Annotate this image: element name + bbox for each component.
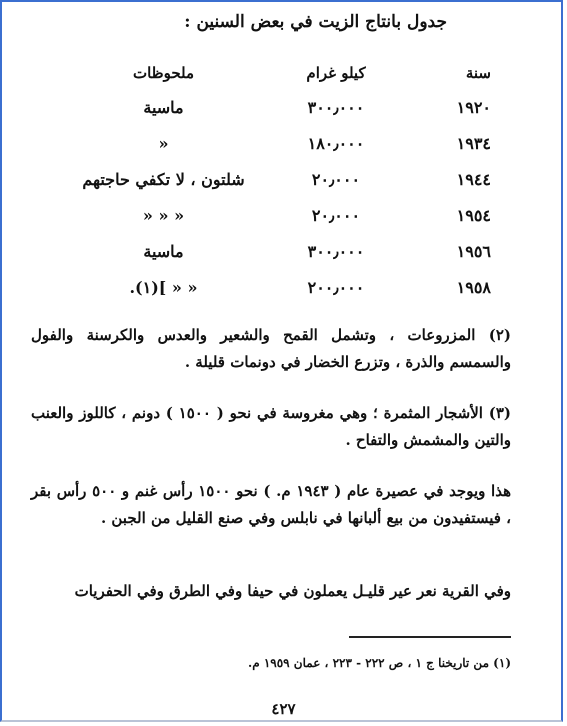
- cell-kg: ٢٠٫٠٠٠: [311, 170, 361, 189]
- table-row: [61, 98, 491, 134]
- cell-kg: ٣٠٠٫٠٠٠: [307, 242, 365, 261]
- table-header-row: [61, 64, 491, 98]
- paragraph-workers: وفي القرية نعر عير قليـل يعملون في حيفا وفي الطرق وفي الحفريات: [74, 582, 511, 600]
- footnote-divider: [349, 636, 511, 638]
- cell-year: ١٩٢٠: [456, 98, 491, 117]
- table-row: [61, 278, 491, 314]
- cell-kg: ٢٠٠٫٠٠٠: [307, 278, 365, 297]
- cell-note: شلتون ، لا تكفي حاجتهم: [82, 170, 245, 189]
- cell-year: ١٩٤٤: [456, 170, 491, 189]
- table-row: [61, 206, 491, 242]
- page-number: ٤٢٧: [271, 700, 296, 718]
- cell-note: ماسية: [143, 98, 184, 117]
- cell-kg: ٢٠٫٠٠٠: [311, 206, 361, 225]
- header-note: ملحوظات: [132, 64, 195, 82]
- paragraph-crops: (٢) المزروعات ، وتشمل القمح والشعير والعدس والكرسنة والفول والسمسم والذرة ، وتزرع الخضار في دونمات قليلة .: [31, 326, 511, 371]
- cell-note: ماسية: [143, 242, 184, 261]
- paragraph-livestock: هذا ويوجد في عصيرة عام ( ١٩٤٣ م. ) نحو ١٥٠٠ رأس غنم و ٥٠٠ رأس بقر ، فيستفيدون من بيع ألبانها في نابلس وفي صنع القليل من الجبن .: [31, 482, 511, 527]
- cell-year: ١٩٥٤: [456, 206, 491, 225]
- footnote: (١) من تاريخنا ج ١ ، ص ٢٢٢ - ٢٢٣ ، عمان ١٩٥٩ م.: [248, 656, 511, 670]
- header-year: سنة: [465, 64, 491, 82]
- cell-note: « « «: [142, 206, 185, 225]
- oil-production-table: [61, 64, 491, 314]
- header-kg: كيلو غرام: [306, 64, 366, 82]
- cell-year: ١٩٥٨: [456, 278, 491, 297]
- table-row: [61, 242, 491, 278]
- cell-year: ١٩٣٤: [456, 134, 491, 153]
- cell-year: ١٩٥٦: [456, 242, 491, 261]
- paragraph-fruit-trees: (٣) الأشجار المثمرة ؛ وهي مغروسة في نحو ( ١٥٠٠ ) دونم ، كاللوز والعنب والتين والمشمش والتفاح .: [31, 404, 511, 449]
- cell-kg: ١٨٠٫٠٠٠: [307, 134, 365, 153]
- table-title: جدول بانتاج الزيت في بعض السنين :: [184, 12, 447, 32]
- cell-note: « « ](١).: [129, 278, 198, 297]
- table-row: [61, 170, 491, 206]
- cell-note: «: [158, 134, 169, 153]
- cell-kg: ٣٠٠٫٠٠٠: [307, 98, 365, 117]
- table-row: [61, 134, 491, 170]
